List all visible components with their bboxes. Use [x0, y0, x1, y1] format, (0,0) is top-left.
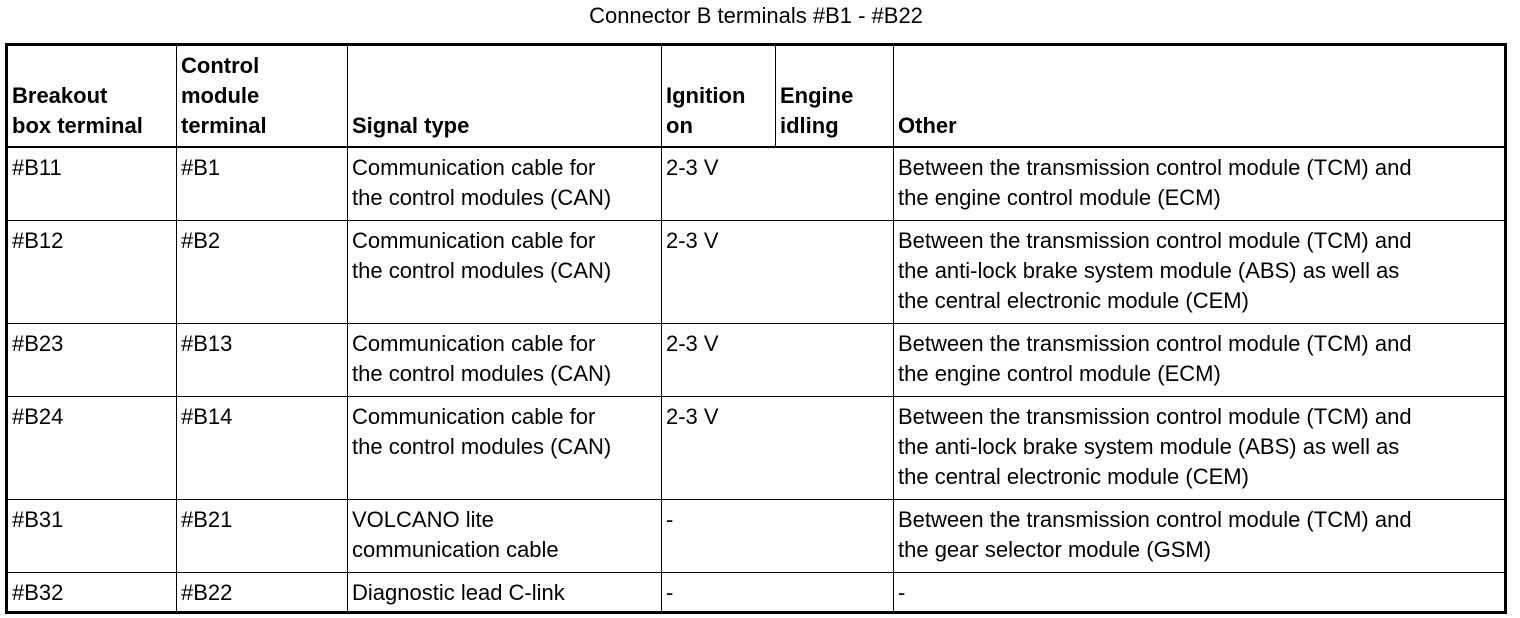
header-breakout-box-terminal: Breakout box terminal — [7, 45, 177, 148]
table-caption: Connector B terminals #B1 - #B22 — [589, 3, 923, 28]
other-cell: Between the transmission control module (TCM) and the gear selector module (GSM) — [894, 499, 1506, 572]
breakout-terminal-cell: #B11 — [7, 147, 177, 220]
breakout-terminal-cell: #B32 — [7, 572, 177, 612]
module-terminal-cell: #B13 — [177, 323, 348, 396]
signal-type-cell: Communication cable for the control modules (CAN) — [348, 147, 662, 220]
breakout-terminal-cell: #B24 — [7, 396, 177, 499]
signal-type-cell: Diagnostic lead C-link — [348, 572, 662, 612]
header-ignition-on: Ignition on — [662, 45, 776, 148]
connector-b-terminal-table — [5, 43, 1507, 614]
module-terminal-cell: #B22 — [177, 572, 348, 612]
signal-type-cell: Communication cable for the control modules (CAN) — [348, 323, 662, 396]
breakout-terminal-cell: #B12 — [7, 220, 177, 323]
other-cell: - — [894, 572, 1506, 612]
signal-type-cell: Communication cable for the control modules (CAN) — [348, 220, 662, 323]
other-cell: Between the transmission control module (TCM) and the anti-lock brake system module (ABS) as well as the central electronic module (CEM) — [894, 220, 1506, 323]
header-engine-idling: Engine idling — [776, 45, 894, 148]
signal-type-cell: Communication cable for the control modules (CAN) — [348, 396, 662, 499]
table-row — [7, 147, 1506, 220]
breakout-terminal-cell: #B31 — [7, 499, 177, 572]
other-cell: Between the transmission control module (TCM) and the anti-lock brake system module (ABS) as well as the central electronic module (CEM) — [894, 396, 1506, 499]
measured-value-cell: - — [662, 572, 894, 612]
measured-value-cell: 2-3 V — [662, 147, 894, 220]
header-signal-type: Signal type — [348, 45, 662, 148]
measured-value-cell: 2-3 V — [662, 396, 894, 499]
breakout-terminal-cell: #B23 — [7, 323, 177, 396]
header-control-module-terminal: Control module terminal — [177, 45, 348, 148]
table-row — [7, 396, 1506, 499]
signal-type-cell: VOLCANO lite communication cable — [348, 499, 662, 572]
module-terminal-cell: #B2 — [177, 220, 348, 323]
measured-value-cell: 2-3 V — [662, 323, 894, 396]
other-cell: Between the transmission control module (TCM) and the engine control module (ECM) — [894, 147, 1506, 220]
module-terminal-cell: #B1 — [177, 147, 348, 220]
measured-value-cell: - — [662, 499, 894, 572]
table-row — [7, 572, 1506, 612]
header-row — [7, 45, 1506, 148]
module-terminal-cell: #B21 — [177, 499, 348, 572]
module-terminal-cell: #B14 — [177, 396, 348, 499]
header-other: Other — [894, 45, 1506, 148]
table-row — [7, 499, 1506, 572]
table-row — [7, 220, 1506, 323]
table-row — [7, 323, 1506, 396]
other-cell: Between the transmission control module (TCM) and the engine control module (ECM) — [894, 323, 1506, 396]
measured-value-cell: 2-3 V — [662, 220, 894, 323]
